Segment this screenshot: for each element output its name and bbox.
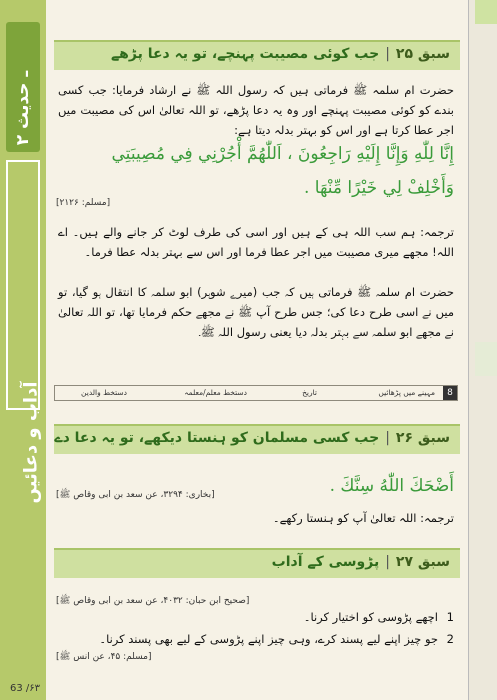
lesson-26-translation: ترجمہ: اللہ تعالیٰ آپ کو ہنستا رکھے۔ (272, 511, 454, 525)
list-item: 2جو چیز اپنے لیے پسند کرے، وہی چیز اپنے پڑوسی کے لیے بھی پسند کرنا۔ (99, 632, 454, 646)
lesson-25-arabic-line-1: إِنَّا لِلّٰهِ وَإِنَّا إِلَيْهِ رَاجِعُونَ ، اَللّٰهُمَّ أْجُرْنِي فِي مُصِيبَتِي (111, 144, 454, 164)
lesson-26-header: سبق ۲۶|جب کسی مسلمان کو ہنستا دیکھے، تو یہ دعا دے (54, 424, 460, 454)
note-month: مہینے میں پڑھائیں (378, 388, 435, 397)
item-1-reference: [صحیح ابن حبان: ۴۰۳۲، عن سعد بن ابی وقاص ﷺ] (56, 596, 250, 606)
lesson-25-paragraph-1: حضرت ام سلمہ ﷺ فرماتی ہیں کہ رسول اللہ ﷺ نے ارشاد فرمایا: جب کسی بندے کو کوئی مصیبت پہنچے اور وہ یہ دعا پڑھے، تو اللہ تعالیٰ اس کی مصیبت میں اجر عطا کرتا ہے اور اس کو بہتر بدلہ دیتا ہے: (58, 83, 454, 137)
section-tab (6, 160, 42, 504)
lesson-number-badge: 8 (443, 386, 457, 400)
lesson-26-reference: [بخاری: ۳۲۹۴، عن سعد بن ابی وقاص ﷺ] (56, 490, 215, 500)
lesson-25-title: جب کوئی مصیبت پہنچے، تو یہ دعا پڑھے (110, 46, 380, 62)
chapter-title: ۲ ـ حدیث (13, 70, 33, 146)
lesson-25-reference: [مسلم: ۲۱۲۶] (56, 198, 111, 208)
lesson-25-paragraph-2: حضرت ام سلمہ ﷺ فرماتی ہیں کہ جب (میرے شوہر) ابو سلمہ کا انتقال ہو گیا، تو میں نے اسی طرح دعا کی؛ جس طرح آپ ﷺ نے مجھے حکم فرمایا تھا، تو اللہ تعالیٰ نے مجھے ابو سلمہ سے بہتر بدلہ دیا یعنی رسول اللہ ﷺ۔ (58, 285, 454, 339)
lesson-27-title: پڑوسی کے آداب (271, 554, 380, 570)
lesson-25-translation: ترجمہ: ہم سب اللہ ہی کے ہیں اور اسی کی طرف لوٹ کر جانے والے ہیں۔ اے اللہ! مجھے میری مصیبت میں اجر عطا فرما اور اس سے بہتر بدلہ عطا فرما۔ (58, 225, 454, 259)
lesson-27-header: سبق ۲۷|پڑوسی کے آداب (54, 548, 460, 578)
list-item: 1اچھے پڑوسی کو اختیار کرنا۔ (303, 610, 454, 624)
note-parent-signature: دستخط والدین (81, 388, 127, 397)
lesson-25-header: سبق ۲۵|جب کوئی مصیبت پہنچے، تو یہ دعا پڑھے (54, 40, 460, 70)
note-date: تاریخ (302, 388, 317, 397)
item-2-reference: [مسلم: ۴۵، عن انس ﷺ] (56, 652, 152, 662)
page-number: 63 /۶۳ (10, 683, 41, 694)
facing-page-edge (468, 0, 497, 700)
lesson-26-number: سبق ۲۶ (395, 430, 450, 446)
section-title: آداب و دعائیں (20, 381, 42, 504)
page-content (52, 0, 460, 700)
lesson-26-arabic: أَضْحَكَ اللّٰهُ سِنَّكَ . (329, 476, 454, 496)
signature-bar (54, 385, 458, 401)
facing-page-band (475, 342, 497, 376)
chapter-sidebar (0, 0, 46, 700)
lesson-27-number: سبق ۲۷ (395, 554, 450, 570)
lesson-25-number: سبق ۲۵ (395, 46, 450, 62)
note-teacher-signature: دستخط معلم/معلمہ (184, 388, 247, 397)
facing-page-header-strip (475, 0, 497, 24)
lesson-26-title: جب کسی مسلمان کو ہنستا دیکھے، تو یہ دعا دے (54, 430, 380, 446)
lesson-25-arabic-line-2: وَأَخْلِفْ لِي خَيْرًا مِّنْهَا . (303, 178, 454, 198)
chapter-tab (6, 22, 40, 152)
